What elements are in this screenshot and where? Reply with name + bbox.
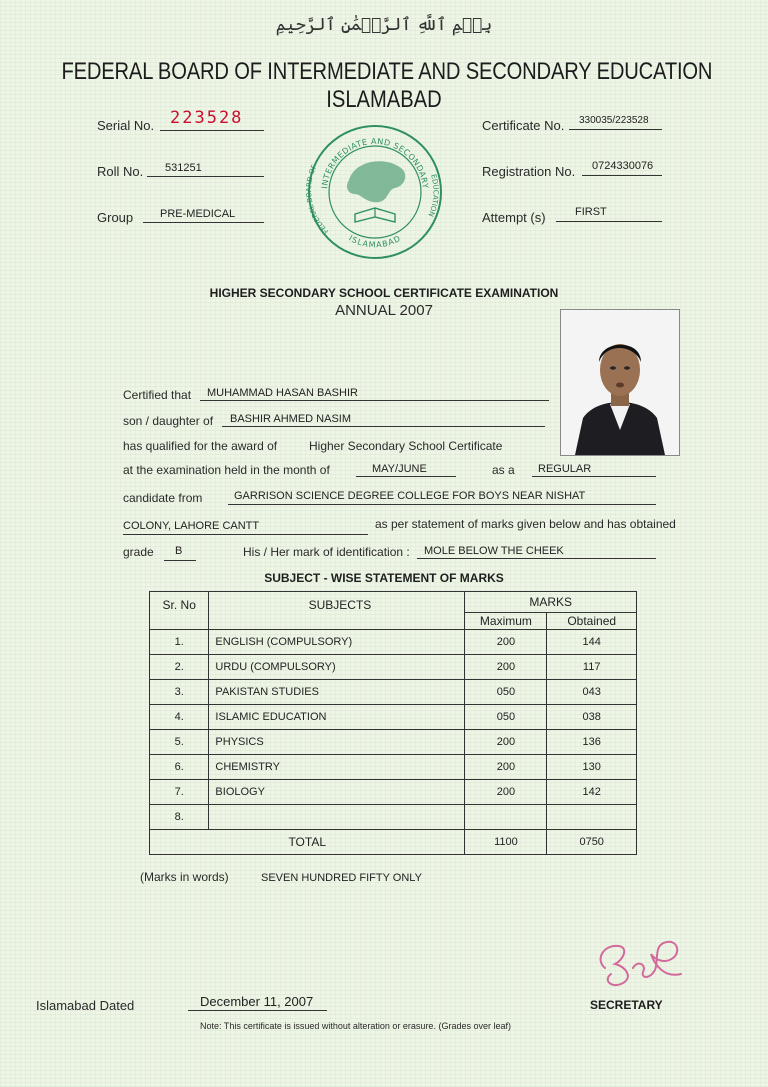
table-row — [150, 805, 637, 830]
award-label: has qualified for the award of — [123, 439, 278, 453]
row-max: 050 — [465, 680, 547, 705]
header-marks: MARKS — [465, 592, 637, 613]
parent-label: son / daughter of — [123, 414, 214, 428]
table-row — [150, 680, 637, 705]
row-subject: PHYSICS — [209, 730, 465, 755]
row-obtained: 038 — [547, 705, 637, 730]
attempt-value: FIRST — [575, 206, 607, 218]
total-label: TOTAL — [150, 830, 465, 855]
secretary-signature — [585, 930, 695, 990]
header-sr: Sr. No — [150, 592, 209, 630]
board-seal — [305, 122, 445, 262]
header-maximum: Maximum — [465, 613, 547, 630]
row-sr: 8. — [150, 805, 209, 830]
exam-title: HIGHER SECONDARY SCHOOL CERTIFICATE EXAMINATION — [209, 286, 559, 300]
attempt-label: Attempt (s) — [482, 210, 546, 225]
row-max: 200 — [465, 655, 547, 680]
exam-session: ANNUAL 2007 — [335, 302, 433, 319]
header-subjects: SUBJECTS — [209, 592, 465, 630]
table-row — [150, 730, 637, 755]
institution-line2: COLONY, LAHORE CANTT — [123, 520, 260, 532]
header-obtained: Obtained — [547, 613, 637, 630]
table-row — [150, 630, 637, 655]
candidate-portrait — [561, 310, 679, 455]
row-max: 200 — [465, 755, 547, 780]
table-row — [150, 755, 637, 780]
marks-table — [149, 591, 637, 855]
as-a-label: as a — [492, 463, 515, 477]
candidate-photo — [560, 309, 680, 456]
row-sr: 1. — [150, 630, 209, 655]
row-subject: ENGLISH (COMPULSORY) — [209, 630, 465, 655]
candidate-name: MUHAMMAD HASAN BASHIR — [207, 387, 358, 399]
row-max: 050 — [465, 705, 547, 730]
certificate-label: Certificate No. — [482, 118, 565, 133]
month-label: at the examination held in the month of — [123, 463, 330, 477]
board-name: FEDERAL BOARD OF INTERMEDIATE AND SECONDARY EDUCATION — [61, 58, 713, 85]
certificate-value: 330035/223528 — [579, 115, 649, 126]
group-value: PRE-MEDICAL — [160, 208, 236, 220]
row-obtained: 136 — [547, 730, 637, 755]
seal-top-text: INTERMEDIATE AND SECONDARY — [320, 136, 430, 190]
row-subject: BIOLOGY — [209, 780, 465, 805]
row-sr: 6. — [150, 755, 209, 780]
dated-label: Islamabad Dated — [36, 998, 135, 1013]
total-obtained: 0750 — [547, 830, 637, 855]
roll-label: Roll No. — [97, 164, 144, 179]
seal-left-text: FEDERAL BOARD OF — [305, 163, 331, 236]
institution-line1: GARRISON SCIENCE DEGREE COLLEGE FOR BOYS NEAR NISHAT — [234, 490, 586, 502]
secretary-label: SECRETARY — [590, 998, 663, 1012]
group-label: Group — [97, 210, 134, 225]
roll-value: 531251 — [165, 162, 202, 174]
row-subject: PAKISTAN STUDIES — [209, 680, 465, 705]
identification-label: His / Her mark of identification : — [243, 545, 410, 559]
identification-mark: MOLE BELOW THE CHEEK — [424, 545, 564, 557]
marks-in-words-value: SEVEN HUNDRED FIFTY ONLY — [261, 872, 422, 884]
candidate-from-label: candidate from — [123, 491, 203, 505]
row-sr: 4. — [150, 705, 209, 730]
marks-in-words-label: (Marks in words) — [140, 870, 229, 884]
row-obtained: 043 — [547, 680, 637, 705]
certified-label: Certified that — [123, 388, 192, 402]
statement-text: as per statement of marks given below and has obtained — [375, 517, 676, 531]
seal-globe-icon — [347, 161, 405, 202]
row-max: 200 — [465, 630, 547, 655]
grade-label: grade — [123, 545, 154, 559]
row-max: 200 — [465, 730, 547, 755]
total-max: 1100 — [465, 830, 547, 855]
board-city: ISLAMABAD — [326, 86, 442, 113]
award-name: Higher Secondary School Certificate — [309, 439, 503, 453]
table-row — [150, 780, 637, 805]
row-obtained — [547, 805, 637, 830]
row-subject — [209, 805, 465, 830]
row-max — [465, 805, 547, 830]
certificate-note: Note: This certificate is issued without alteration or erasure. (Grades over leaf) — [200, 1021, 511, 1031]
marks-title: SUBJECT - WISE STATEMENT OF MARKS — [264, 571, 504, 585]
row-sr: 7. — [150, 780, 209, 805]
row-obtained: 130 — [547, 755, 637, 780]
serial-value: 223528 — [170, 108, 244, 128]
row-max: 200 — [465, 780, 547, 805]
attempt-underline — [556, 206, 662, 222]
marks-header-row — [150, 592, 637, 613]
registration-value: 0724330076 — [592, 160, 654, 172]
parent-name: BASHIR AHMED NASIM — [230, 413, 352, 425]
seal-right-text: EDUCATION — [426, 173, 440, 218]
row-sr: 2. — [150, 655, 209, 680]
registration-label: Registration No. — [482, 164, 576, 179]
total-row — [150, 830, 637, 855]
seal-bottom-text: ISLAMABAD — [347, 233, 403, 250]
row-sr: 3. — [150, 680, 209, 705]
row-obtained: 117 — [547, 655, 637, 680]
row-subject: CHEMISTRY — [209, 755, 465, 780]
row-subject: ISLAMIC EDUCATION — [209, 705, 465, 730]
row-obtained: 144 — [547, 630, 637, 655]
serial-label: Serial No. — [97, 118, 155, 133]
row-sr: 5. — [150, 730, 209, 755]
table-row — [150, 655, 637, 680]
bismillah: بِسۡمِ ٱللَّهِ ٱلرَّحۡمَٰنِ ٱلرَّحِيمِ — [275, 15, 493, 35]
row-subject: URDU (COMPULSORY) — [209, 655, 465, 680]
table-row — [150, 705, 637, 730]
grade-value: B — [175, 545, 183, 557]
issue-date: December 11, 2007 — [188, 994, 327, 1011]
row-obtained: 142 — [547, 780, 637, 805]
candidate-type: REGULAR — [538, 463, 592, 475]
exam-month: MAY/JUNE — [372, 463, 427, 475]
